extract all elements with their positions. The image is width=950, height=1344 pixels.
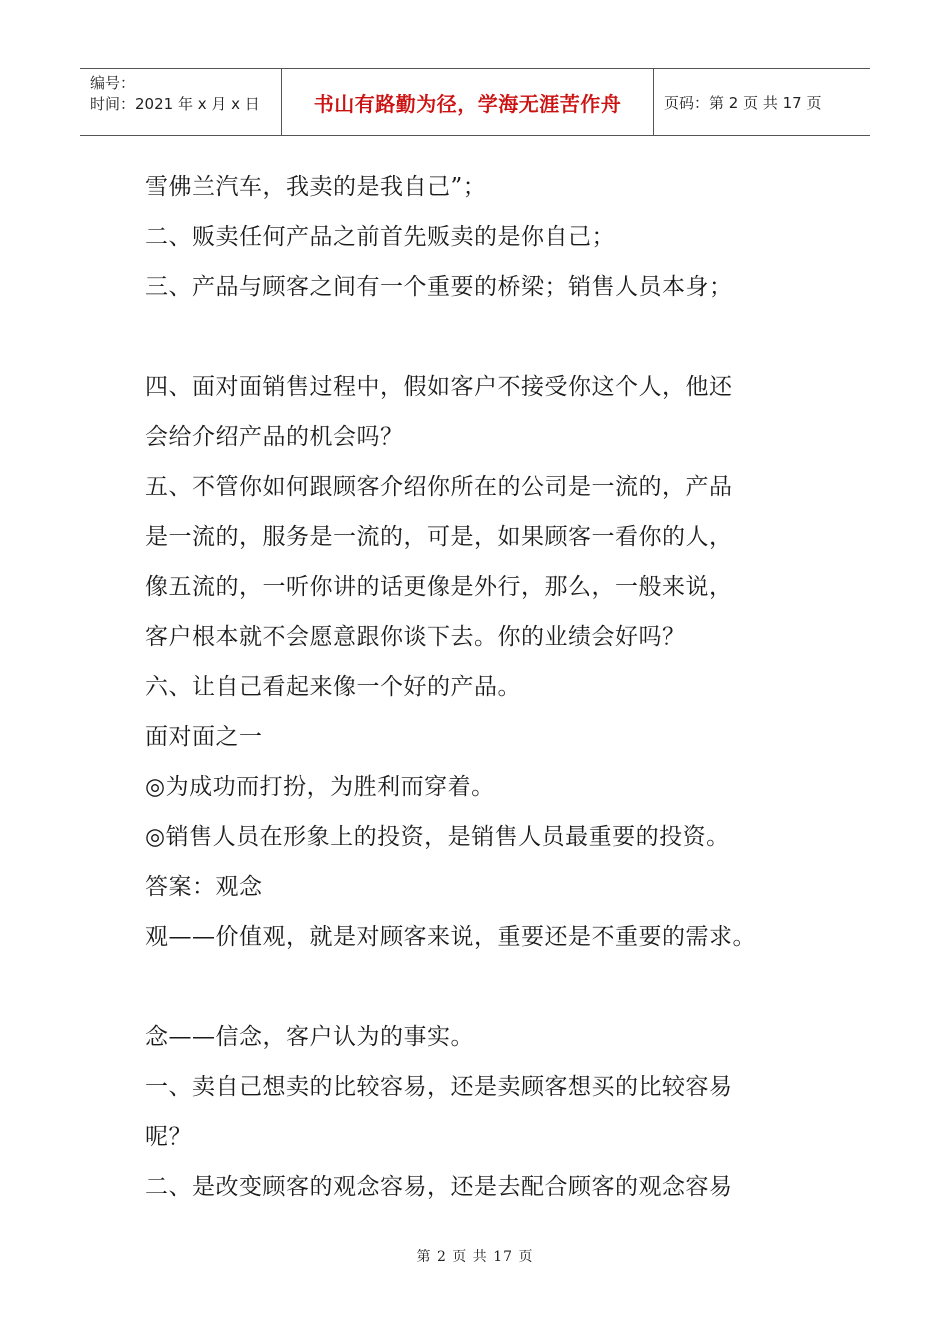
body-line: 一、卖自己想卖的比较容易，还是卖顾客想买的比较容易 xyxy=(145,1074,733,1100)
body-line: 像五流的，一听你讲的话更像是外行，那么，一般来说， xyxy=(145,574,733,600)
body-line: 雪佛兰汽车，我卖的是我自己”； xyxy=(145,174,487,200)
body-line: 四、面对面销售过程中，假如客户不接受你这个人，他还 xyxy=(145,374,733,400)
body-line: 二、贩卖任何产品之前首先贩卖的是你自己； xyxy=(145,224,615,250)
body-line: 呢？ xyxy=(145,1124,192,1150)
body-line: 会给介绍产品的机会吗？ xyxy=(145,424,404,450)
page-footer: 第 2 页 共 17 页 xyxy=(416,1249,534,1265)
body-line: ◎销售人员在形象上的投资，是销售人员最重要的投资。 xyxy=(145,824,730,850)
page-header xyxy=(80,68,870,136)
body-line: 六、让自己看起来像一个好的产品。 xyxy=(145,674,521,700)
header-number-label: 编号： xyxy=(90,74,136,92)
body-line: 三、产品与顾客之间有一个重要的桥梁；销售人员本身； xyxy=(145,274,733,300)
body-line: ◎为成功而打扮，为胜利而穿着。 xyxy=(145,774,495,800)
body-line: 五、不管你如何跟顾客介绍你所在的公司是一流的，产品 xyxy=(145,474,733,500)
body-line: 观——价值观，就是对顾客来说，重要还是不重要的需求。 xyxy=(145,924,756,950)
body-line: 答案：观念 xyxy=(145,874,263,900)
body-line: 二、是改变顾客的观念容易，还是去配合顾客的观念容易 xyxy=(145,1174,733,1200)
header-page-info: 页码：第 2 页 共 17 页 xyxy=(664,93,822,112)
document-body xyxy=(145,162,825,1212)
body-line: 面对面之一 xyxy=(145,724,263,750)
body-line: 念——信念，客户认为的事实。 xyxy=(145,1024,474,1050)
header-time-label: 时间：2021 年 x 月 x 日 xyxy=(90,95,260,113)
header-motto: 书山有路勤为径，学海无涯苦作舟 xyxy=(282,69,654,135)
body-line: 客户根本就不会愿意跟你谈下去。你的业绩会好吗？ xyxy=(145,624,686,650)
blank-line xyxy=(145,962,825,1012)
blank-line xyxy=(145,312,825,362)
header-meta xyxy=(80,69,282,135)
body-line: 是一流的，服务是一流的，可是，如果顾客一看你的人， xyxy=(145,524,733,550)
